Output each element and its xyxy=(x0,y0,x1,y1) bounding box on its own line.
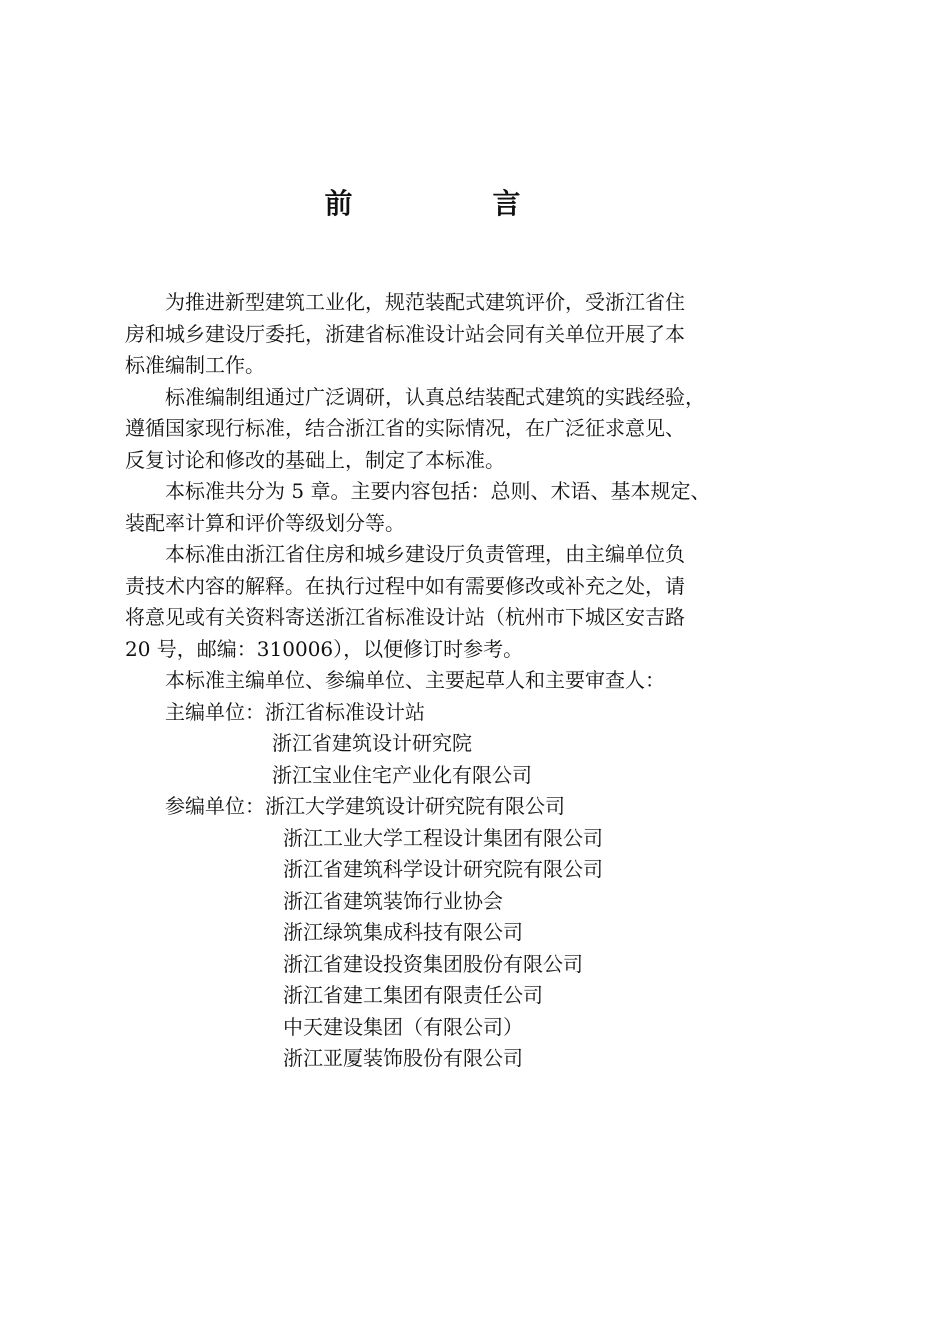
page-title-text: 前 言 xyxy=(324,187,577,220)
paragraph-2 xyxy=(125,382,721,477)
list-item: 浙江亚厦装饰股份有限公司 xyxy=(283,1046,523,1070)
chief-units-list xyxy=(125,697,721,792)
page-title xyxy=(0,186,845,222)
text-line: 反复讨论和修改的基础上，制定了本标准。 xyxy=(125,447,505,472)
chief-units-label: 主编单位： xyxy=(165,699,265,724)
list-item: 浙江省建设投资集团股份有限公司 xyxy=(283,951,583,976)
paragraph-1 xyxy=(125,287,721,382)
list-item: 浙江省标准设计站 xyxy=(265,699,425,724)
text-line: 遵循国家现行标准，结合浙江省的实际情况，在广泛征求意见、 xyxy=(125,416,685,440)
list-item: 浙江省建筑科学设计研究院有限公司 xyxy=(283,857,603,881)
list-item: 浙江工业大学工程设计集团有限公司 xyxy=(283,825,603,850)
list-item: 浙江大学建筑设计研究院有限公司 xyxy=(265,794,565,818)
participating-units-list xyxy=(125,791,721,1075)
list-item: 浙江省建筑设计研究院 xyxy=(272,731,472,755)
list-item: 中天建设集团（有限公司） xyxy=(283,1014,523,1039)
text-line: 责技术内容的解释。在执行过程中如有需要修改或补充之处，请 xyxy=(125,573,685,598)
text-line: 本标准由浙江省住房和城乡建设厅负责管理，由主编单位负 xyxy=(165,542,685,566)
text-line: 标准编制组通过广泛调研，认真总结装配式建筑的实践经验， xyxy=(165,384,705,409)
participating-units-label: 参编单位： xyxy=(165,794,265,818)
text-line: 房和城乡建设厅委托，浙建省标准设计站会同有关单位开展了本 xyxy=(125,321,685,346)
text-line: 20 号，邮编：310006），以便修订时参考。 xyxy=(125,636,524,661)
preface-body xyxy=(125,287,721,1075)
participating-units-row xyxy=(125,791,721,823)
list-item: 浙江绿筑集成科技有限公司 xyxy=(283,920,523,944)
paragraph-4 xyxy=(125,539,721,665)
list-item: 浙江省建工集团有限责任公司 xyxy=(283,983,543,1007)
text-line: 装配率计算和评价等级划分等。 xyxy=(125,510,405,535)
text-line: 标准编制工作。 xyxy=(125,353,265,377)
text-line: 将意见或有关资料寄送浙江省标准设计站（杭州市下城区安吉路 xyxy=(125,605,685,629)
text-line: 为推进新型建筑工业化，规范装配式建筑评价，受浙江省住 xyxy=(165,290,685,314)
paragraph-3 xyxy=(125,476,721,539)
intro-line xyxy=(125,665,721,697)
text-line: 本标准共分为 5 章。主要内容包括：总则、术语、基本规定、 xyxy=(165,479,711,503)
chief-units-row xyxy=(125,697,721,729)
list-item: 浙江省建筑装饰行业协会 xyxy=(283,888,503,913)
text-line: 本标准主编单位、参编单位、主要起草人和主要审查人： xyxy=(165,668,665,692)
list-item: 浙江宝业住宅产业化有限公司 xyxy=(272,762,532,787)
